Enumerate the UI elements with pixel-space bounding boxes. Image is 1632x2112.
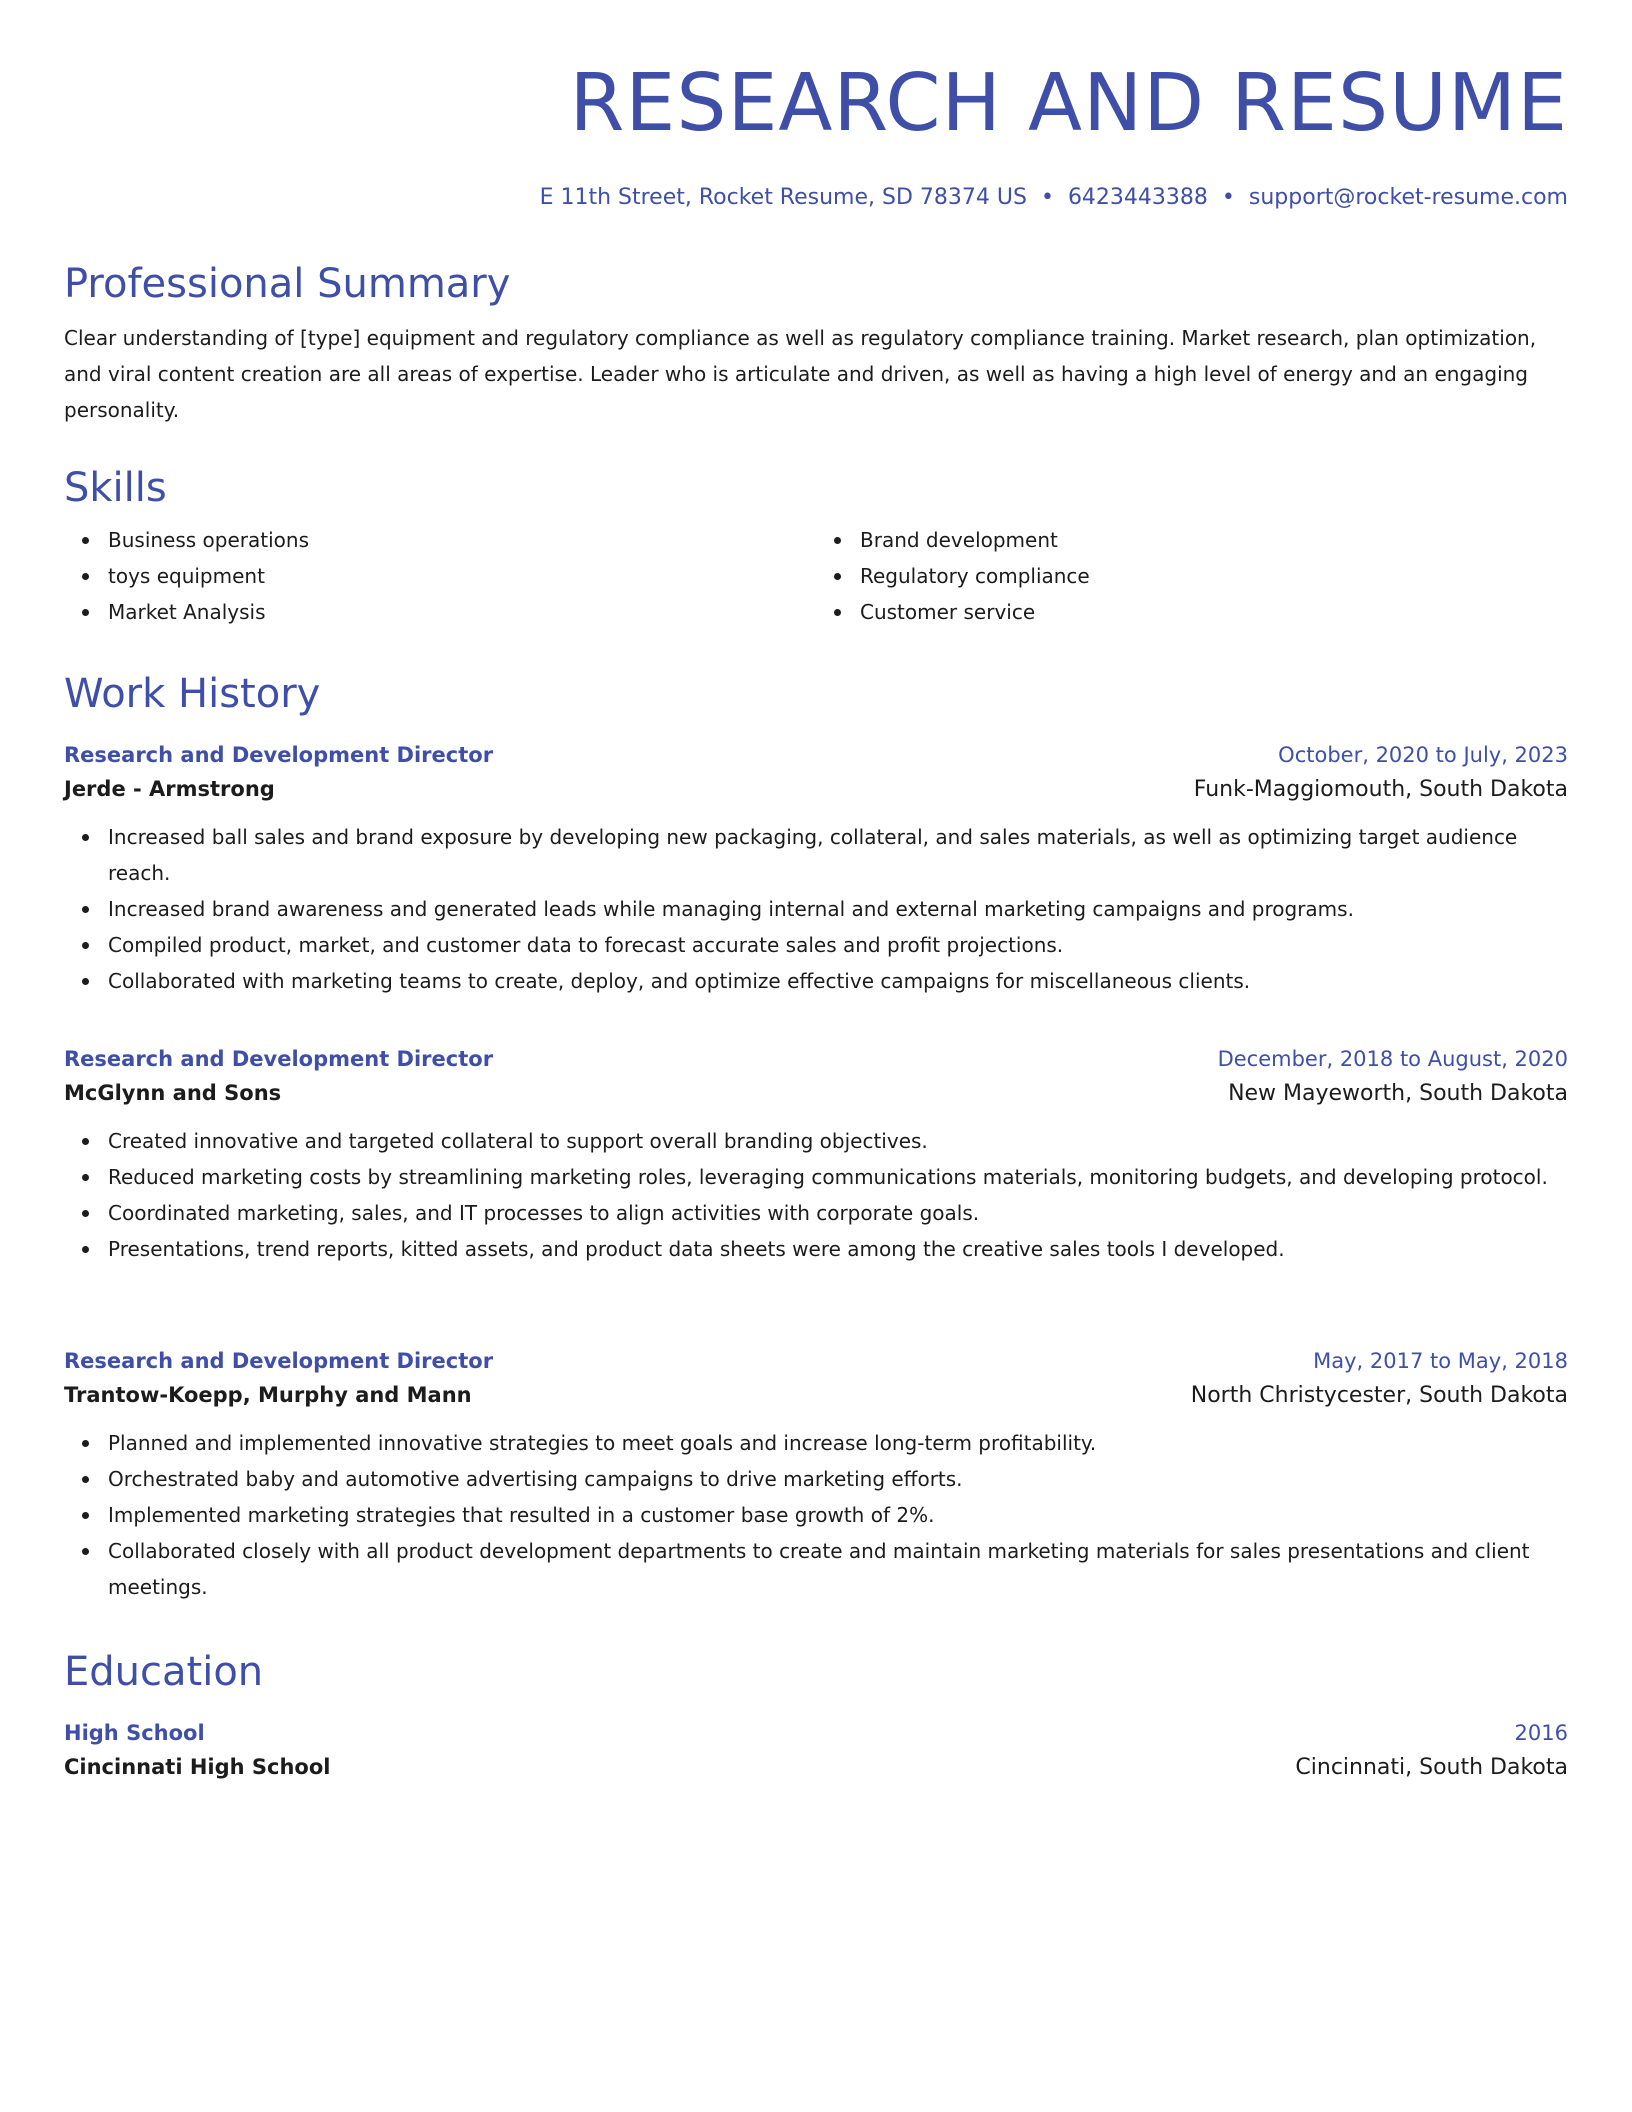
job-bullet: Orchestrated baby and automotive advertising campaigns to drive marketing efforts. — [64, 1461, 1568, 1497]
education-section — [64, 1650, 1568, 1694]
contact-line — [64, 183, 1568, 213]
job-bullet: Implemented marketing strategies that resulted in a customer base growth of 2%. — [64, 1497, 1568, 1533]
contact-address: E 11th Street, Rocket Resume, SD 78374 US — [539, 185, 1027, 210]
education-entry — [64, 1718, 1568, 1787]
skill-item: Market Analysis — [64, 594, 816, 630]
job-company-row — [64, 1376, 1568, 1415]
education-header-row — [64, 1718, 1568, 1748]
education-location: Cincinnati, South Dakota — [1295, 1755, 1568, 1780]
job-bullet: Created innovative and targeted collateral to support overall branding objectives. — [64, 1123, 1568, 1159]
skills-list-left — [64, 522, 816, 630]
job-bullets — [64, 1425, 1568, 1605]
job-location: Funk-Maggiomouth, South Dakota — [1193, 777, 1568, 802]
job-bullet: Planned and implemented innovative strategies to meet goals and increase long-term profitability. — [64, 1425, 1568, 1461]
job-title: Research and Development Director — [64, 743, 494, 767]
skills-grid — [64, 522, 1568, 630]
job-company-row — [64, 770, 1568, 809]
education-title: Education — [64, 1649, 264, 1695]
skills-list-right — [816, 522, 1568, 630]
job-bullets — [64, 819, 1568, 999]
job-company: Jerde - Armstrong — [64, 777, 275, 801]
job-bullet: Increased ball sales and brand exposure by developing new packaging, collateral, and sales materials, as well as optimizing target audience reach. — [64, 819, 1568, 891]
education-school-row — [64, 1748, 1568, 1787]
contact-separator: • — [1221, 185, 1235, 210]
job-bullet: Collaborated with marketing teams to create, deploy, and optimize effective campaigns for miscellaneous clients. — [64, 963, 1568, 999]
job-bullet: Increased brand awareness and generated leads while managing internal and external marketing campaigns and programs. — [64, 891, 1568, 927]
skill-item: Customer service — [816, 594, 1568, 630]
job-location: North Christycester, South Dakota — [1190, 1383, 1568, 1408]
job-location: New Mayeworth, South Dakota — [1228, 1081, 1568, 1106]
job-bullet: Presentations, trend reports, kitted assets, and product data sheets were among the creative sales tools I developed. — [64, 1231, 1568, 1267]
job-company: McGlynn and Sons — [64, 1081, 282, 1105]
job-entry — [64, 740, 1568, 999]
job-entry — [64, 1346, 1568, 1605]
job-company-row — [64, 1074, 1568, 1113]
education-year: 2016 — [1514, 1721, 1568, 1745]
job-dates: December, 2018 to August, 2020 — [1217, 1047, 1568, 1071]
resume-name: RESEARCH AND RESUME — [569, 57, 1568, 149]
education-school: Cincinnati High School — [64, 1755, 331, 1779]
skill-item: Brand development — [816, 522, 1568, 558]
job-company: Trantow-Koepp, Murphy and Mann — [64, 1383, 472, 1407]
job-bullets — [64, 1123, 1568, 1267]
job-header-row — [64, 1346, 1568, 1376]
job-title: Research and Development Director — [64, 1047, 494, 1071]
work-history-title: Work History — [64, 671, 321, 717]
skills-section — [64, 466, 1568, 630]
job-bullet: Reduced marketing costs by streamlining marketing roles, leveraging communications materials, monitoring budgets, and developing protocol. — [64, 1159, 1568, 1195]
summary-title: Professional Summary — [64, 261, 511, 307]
contact-email[interactable]: support@rocket-resume.com — [1248, 185, 1568, 210]
skill-item: toys equipment — [64, 558, 816, 594]
job-bullet: Compiled product, market, and customer data to forecast accurate sales and profit projections. — [64, 927, 1568, 963]
summary-section — [64, 262, 1568, 428]
job-header-row — [64, 740, 1568, 770]
contact-separator: • — [1040, 185, 1054, 210]
education-degree: High School — [64, 1721, 205, 1745]
job-title: Research and Development Director — [64, 1349, 494, 1373]
job-bullet: Collaborated closely with all product development departments to create and maintain marketing materials for sales presentations and client meetings. — [64, 1533, 1568, 1605]
contact-phone[interactable]: 6423443388 — [1067, 185, 1208, 210]
work-history-section — [64, 672, 1568, 716]
job-dates: October, 2020 to July, 2023 — [1278, 743, 1568, 767]
job-bullet: Coordinated marketing, sales, and IT processes to align activities with corporate goals. — [64, 1195, 1568, 1231]
job-dates: May, 2017 to May, 2018 — [1313, 1349, 1568, 1373]
skill-item: Business operations — [64, 522, 816, 558]
skill-item: Regulatory compliance — [816, 558, 1568, 594]
summary-text: Clear understanding of [type] equipment and regulatory compliance as well as regulatory compliance training. Market research, plan optimization, and viral content creation are all areas of expertise. Leader who is articulate and driven, as well as having a high level of energy and an engaging personality. — [64, 326, 1537, 422]
job-entry — [64, 1044, 1568, 1267]
job-header-row — [64, 1044, 1568, 1074]
skills-title: Skills — [64, 465, 167, 511]
